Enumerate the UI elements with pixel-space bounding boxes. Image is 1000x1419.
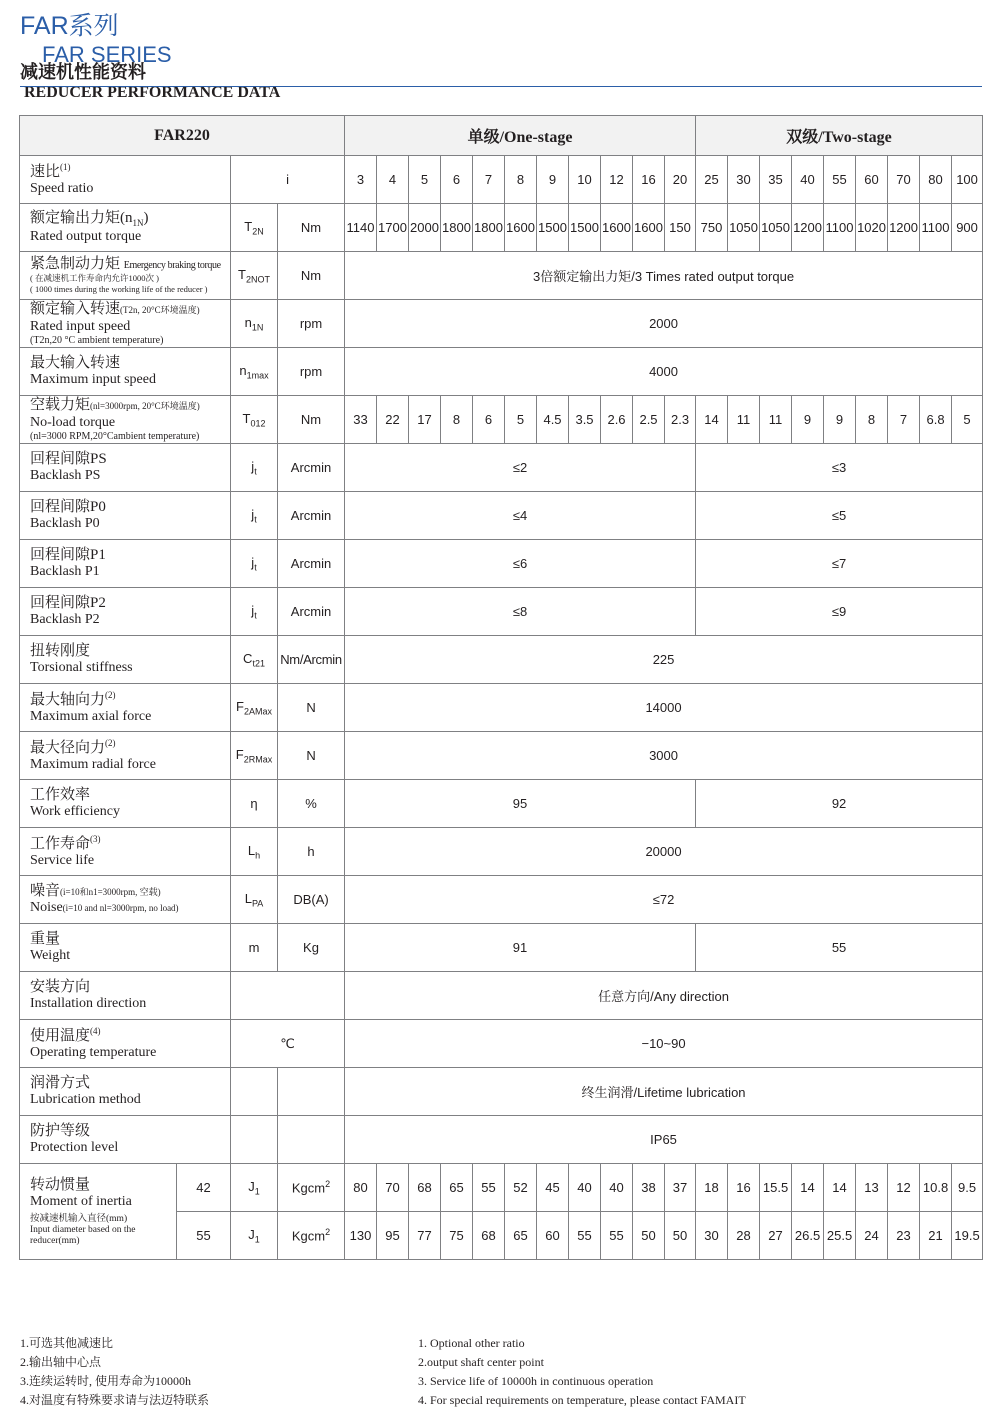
value-torsional-stiffness: 225 [345,636,983,684]
ratio-cell: 100 [952,156,983,204]
symbol-empty [231,972,345,1020]
symbol-f2amax: $F_{2AMax}$ [231,684,278,732]
label-installation-direction: 安装方向 Installation direction [20,972,231,1020]
unit-kgcm2: Kgcm$^2$ [278,1212,345,1260]
value-backlash-p1-one: ≤6 [345,540,696,588]
no-load-torque-cell: 17 [409,396,441,444]
footnote-zh-4: 4.对温度有特殊要求请与法迈特联系 [20,1393,210,1407]
inertia-42-cell: 37 [665,1164,696,1212]
label-backlash-p0: 回程间隙P0 Backlash P0 [20,492,231,540]
value-backlash-ps-two: ≤3 [696,444,983,492]
symbol-jt: $j_t$ [231,540,278,588]
symbol-t2n: $T_{2N}$ [231,204,278,252]
symbol-lh: $L_h$ [231,828,278,876]
series-title-en: FAR SERIES [42,42,172,67]
footnote-zh-2: 2.输出轴中心点 [20,1355,102,1369]
label-protection-level: 防护等级 Protection level [20,1116,231,1164]
rated-torque-cell: 1500 [569,204,601,252]
inertia-42-cell: 45 [537,1164,569,1212]
unit-nm-arcmin: Nm/Arcmin [278,636,345,684]
inertia-42-cell: 13 [856,1164,888,1212]
inertia-55-cell: 60 [537,1212,569,1260]
row-rated-output-torque [20,204,983,252]
rated-torque-cell: 1600 [601,204,633,252]
inertia-55-cell: 27 [760,1212,792,1260]
row-no-load-torque [20,396,983,444]
label-weight: 重量 Weight [20,924,231,972]
footnote-en-3: 3. Service life of 10000h in continuous operation [418,1374,654,1388]
row-max-axial-force [20,684,983,732]
row-backlash-p0 [20,492,983,540]
row-protection-level [20,1116,983,1164]
header-divider [20,86,982,87]
inertia-55-cell: 77 [409,1212,441,1260]
rated-torque-cell: 1020 [856,204,888,252]
value-rated-input-speed: 2000 [345,300,983,348]
label-noise: 噪音(i=10和n1=3000rpm, 空载) Noise(i=10 and nl=3000rpm, no load) [20,876,231,924]
row-speed-ratio [20,156,983,204]
label-max-input-speed: 最大输入转速 Maximum input speed [20,348,231,396]
label-service-life: 工作寿命$^{(3)}$ Service life [20,828,231,876]
inertia-55-cell: 50 [665,1212,696,1260]
label-work-efficiency: 工作效率 Work efficiency [20,780,231,828]
no-load-torque-cell: 2.6 [601,396,633,444]
footnote-en-2: 2.output shaft center point [418,1355,544,1369]
inertia-42-cell: 52 [505,1164,537,1212]
inertia-55-cell: 55 [601,1212,633,1260]
row-installation-direction [20,972,983,1020]
footnote-en-1: 1. Optional other ratio [418,1336,525,1350]
unit-n: N [278,732,345,780]
row-torsional-stiffness [20,636,983,684]
inertia-42-cell: 65 [441,1164,473,1212]
section-title [20,58,280,102]
no-load-torque-cell: 8 [441,396,473,444]
ratio-cell: 5 [409,156,441,204]
value-max-radial-force: 3000 [345,732,983,780]
rated-torque-cell: 1800 [473,204,505,252]
symbol-ct21: $C_{t21}$ [231,636,278,684]
footnotes-en [418,1334,746,1410]
row-lubrication-method [20,1068,983,1116]
ratio-cell: 35 [760,156,792,204]
table-header-row [20,116,983,156]
no-load-torque-cell: 5 [505,396,537,444]
value-weight-one: 91 [345,924,696,972]
ratio-cell: 40 [792,156,824,204]
inertia-42-cell: 40 [601,1164,633,1212]
inertia-55-cell: 25.5 [824,1212,856,1260]
value-efficiency-two: 92 [696,780,983,828]
value-backlash-p2-two: ≤9 [696,588,983,636]
no-load-torque-cell: 2.3 [665,396,696,444]
symbol-t2not: $T_{2NOT}$ [231,252,278,300]
inertia-55-cell: 65 [505,1212,537,1260]
label-emergency-braking-torque: 紧急制动力矩 Emergency braking torque ( 在减速机工作寿命内允许1000次 ) ( 1000 times during the working life of the reducer ) [20,252,231,300]
inertia-55-cell: 95 [377,1212,409,1260]
footnote-zh-1: 1.可选其他减速比 [20,1336,114,1350]
no-load-torque-cell: 6.8 [920,396,952,444]
value-weight-two: 55 [696,924,983,972]
symbol-j1: $J_1$ [231,1212,278,1260]
unit-nm: Nm [278,252,345,300]
unit-kgcm2: Kgcm$^2$ [278,1164,345,1212]
row-service-life [20,828,983,876]
row-max-input-speed [20,348,983,396]
symbol-empty [231,1068,278,1116]
input-diameter-42: 42 [177,1164,231,1212]
unit-rpm: rpm [278,348,345,396]
ratio-cell: 25 [696,156,728,204]
inertia-55-cell: 24 [856,1212,888,1260]
no-load-torque-cell: 22 [377,396,409,444]
label-speed-ratio: 速比$^{(1)}$ Speed ratio [20,156,231,204]
value-installation-direction: 任意方向/Any direction [345,972,983,1020]
value-emergency-braking-torque: 3倍额定输出力矩/3 Times rated output torque [345,252,983,300]
rated-torque-cell: 1500 [537,204,569,252]
row-noise [20,876,983,924]
symbol-i: i [231,156,345,204]
inertia-42-cell: 70 [377,1164,409,1212]
footnote-en-4: 4. For special requirements on temperature, please contact FAMAIT [418,1393,746,1407]
performance-table [19,115,983,1260]
rated-torque-cell: 1140 [345,204,377,252]
value-backlash-p0-one: ≤4 [345,492,696,540]
row-backlash-p2 [20,588,983,636]
inertia-55-cell: 55 [569,1212,601,1260]
section-title-zh: 减速机性能资料 [20,62,146,82]
unit-kg: Kg [278,924,345,972]
ratio-cell: 12 [601,156,633,204]
ratio-cell: 20 [665,156,696,204]
rated-torque-cell: 1050 [760,204,792,252]
inertia-55-cell: 19.5 [952,1212,983,1260]
label-rated-output-torque: 额定输出力矩$(n_{1N})$ Rated output torque [20,204,231,252]
rated-torque-cell: 1800 [441,204,473,252]
symbol-t012: $T_{012}$ [231,396,278,444]
rated-torque-cell: 1050 [728,204,760,252]
symbol-f2rmax: $F_{2RMax}$ [231,732,278,780]
inertia-42-cell: 38 [633,1164,665,1212]
no-load-torque-cell: 11 [728,396,760,444]
ratio-cell: 3 [345,156,377,204]
value-backlash-p2-one: ≤8 [345,588,696,636]
symbol-j1: $J_1$ [231,1164,278,1212]
rated-torque-cell: 1100 [920,204,952,252]
rated-torque-cell: 1700 [377,204,409,252]
value-backlash-ps-one: ≤2 [345,444,696,492]
label-moment-of-inertia: 转动惯量 Moment of inertia 按减速机输入直径(mm) Input diameter based on the reducer(mm) [20,1164,177,1260]
inertia-55-cell: 28 [728,1212,760,1260]
no-load-torque-cell: 11 [760,396,792,444]
no-load-torque-cell: 8 [856,396,888,444]
inertia-55-cell: 75 [441,1212,473,1260]
unit-arcmin: Arcmin [278,492,345,540]
no-load-torque-cell: 33 [345,396,377,444]
symbol-n1n: $n_{1N}$ [231,300,278,348]
value-lubrication-method: 终生润滑/Lifetime lubrication [345,1068,983,1116]
unit-h: h [278,828,345,876]
inertia-55-cell: 130 [345,1212,377,1260]
ratio-cell: 70 [888,156,920,204]
inertia-42-cell: 9.5 [952,1164,983,1212]
inertia-42-cell: 14 [792,1164,824,1212]
row-backlash-p1 [20,540,983,588]
rated-torque-cell: 1600 [633,204,665,252]
model-header: FAR220 [20,116,345,156]
unit-empty [278,1116,345,1164]
inertia-42-cell: 16 [728,1164,760,1212]
label-rated-input-speed: 额定输入转速(T2n, 20°C环境温度) Rated input speed (T2n,20 °C ambient temperature) [20,300,231,348]
input-diameter-55: 55 [177,1212,231,1260]
section-title-en: REDUCER PERFORMANCE DATA [24,84,281,101]
value-backlash-p0-two: ≤5 [696,492,983,540]
symbol-lpa: $L_{PA}$ [231,876,278,924]
value-backlash-p1-two: ≤7 [696,540,983,588]
ratio-cell: 80 [920,156,952,204]
inertia-55-cell: 68 [473,1212,505,1260]
symbol-m: m [231,924,278,972]
inertia-42-cell: 40 [569,1164,601,1212]
two-stage-header: 双级/Two-stage [696,116,983,156]
label-no-load-torque: 空载力矩(nl=3000rpm, 20°C环境温度) No-load torque (nl=3000 RPM,20°Cambient temperature) [20,396,231,444]
unit-nm: Nm [278,204,345,252]
inertia-42-cell: 15.5 [760,1164,792,1212]
row-rated-input-speed [20,300,983,348]
unit-arcmin: Arcmin [278,540,345,588]
unit-arcmin: Arcmin [278,444,345,492]
ratio-cell: 60 [856,156,888,204]
ratio-cell: 8 [505,156,537,204]
rated-torque-cell: 900 [952,204,983,252]
rated-torque-cell: 150 [665,204,696,252]
label-max-axial-force: 最大轴向力$^{(2)}$ Maximum axial force [20,684,231,732]
no-load-torque-cell: 9 [792,396,824,444]
one-stage-header: 单级/One-stage [345,116,696,156]
unit-rpm: rpm [278,300,345,348]
unit-n: N [278,684,345,732]
inertia-55-cell: 26.5 [792,1212,824,1260]
inertia-42-cell: 18 [696,1164,728,1212]
rated-torque-cell: 750 [696,204,728,252]
label-operating-temperature: 使用温度$^{(4)}$ Operating temperature [20,1020,231,1068]
ratio-cell: 55 [824,156,856,204]
ratio-cell: 30 [728,156,760,204]
label-torsional-stiffness: 扭转刚度 Torsional stiffness [20,636,231,684]
label-backlash-p1: 回程间隙P1 Backlash P1 [20,540,231,588]
value-max-input-speed: 4000 [345,348,983,396]
label-lubrication-method: 润滑方式 Lubrication method [20,1068,231,1116]
value-max-axial-force: 14000 [345,684,983,732]
no-load-torque-cell: 2.5 [633,396,665,444]
no-load-torque-cell: 3.5 [569,396,601,444]
symbol-jt: $j_t$ [231,492,278,540]
symbol-n1max: $n_{1max}$ [231,348,278,396]
unit-empty [278,1068,345,1116]
ratio-cell: 16 [633,156,665,204]
symbol-jt: $j_t$ [231,588,278,636]
inertia-42-cell: 14 [824,1164,856,1212]
inertia-55-cell: 23 [888,1212,920,1260]
ratio-cell: 6 [441,156,473,204]
symbol-eta: η [231,780,278,828]
no-load-torque-cell: 6 [473,396,505,444]
label-backlash-ps: 回程间隙PS Backlash PS [20,444,231,492]
unit-percent: % [278,780,345,828]
unit-db: DB(A) [278,876,345,924]
row-operating-temperature [20,1020,983,1068]
label-backlash-p2: 回程间隙P2 Backlash P2 [20,588,231,636]
ratio-cell: 9 [537,156,569,204]
row-backlash-ps [20,444,983,492]
rated-torque-cell: 1600 [505,204,537,252]
series-title-zh: FAR系列 [20,12,119,40]
footnotes-zh [20,1334,209,1410]
no-load-torque-cell: 9 [824,396,856,444]
row-weight [20,924,983,972]
no-load-torque-cell: 4.5 [537,396,569,444]
inertia-42-cell: 55 [473,1164,505,1212]
ratio-cell: 4 [377,156,409,204]
footnote-zh-3: 3.连续运转时, 使用寿命为10000h [20,1374,192,1388]
unit-celsius: ℃ [231,1020,345,1068]
inertia-42-cell: 80 [345,1164,377,1212]
symbol-jt: $j_t$ [231,444,278,492]
inertia-55-cell: 21 [920,1212,952,1260]
rated-torque-cell: 1200 [888,204,920,252]
inertia-55-cell: 50 [633,1212,665,1260]
row-inertia-42 [20,1164,983,1212]
row-max-radial-force [20,732,983,780]
row-emergency-braking-torque [20,252,983,300]
rated-torque-cell: 2000 [409,204,441,252]
value-protection-level: IP65 [345,1116,983,1164]
ratio-cell: 10 [569,156,601,204]
label-max-radial-force: 最大径向力$^{(2)}$ Maximum radial force [20,732,231,780]
ratio-cell: 7 [473,156,505,204]
rated-torque-cell: 1100 [824,204,856,252]
unit-arcmin: Arcmin [278,588,345,636]
symbol-empty [231,1116,278,1164]
no-load-torque-cell: 5 [952,396,983,444]
value-operating-temperature: −10~90 [345,1020,983,1068]
no-load-torque-cell: 14 [696,396,728,444]
row-work-efficiency [20,780,983,828]
inertia-42-cell: 12 [888,1164,920,1212]
inertia-42-cell: 10.8 [920,1164,952,1212]
inertia-55-cell: 30 [696,1212,728,1260]
value-noise: ≤72 [345,876,983,924]
unit-nm: Nm [278,396,345,444]
inertia-42-cell: 68 [409,1164,441,1212]
no-load-torque-cell: 7 [888,396,920,444]
value-service-life: 20000 [345,828,983,876]
rated-torque-cell: 1200 [792,204,824,252]
value-efficiency-one: 95 [345,780,696,828]
